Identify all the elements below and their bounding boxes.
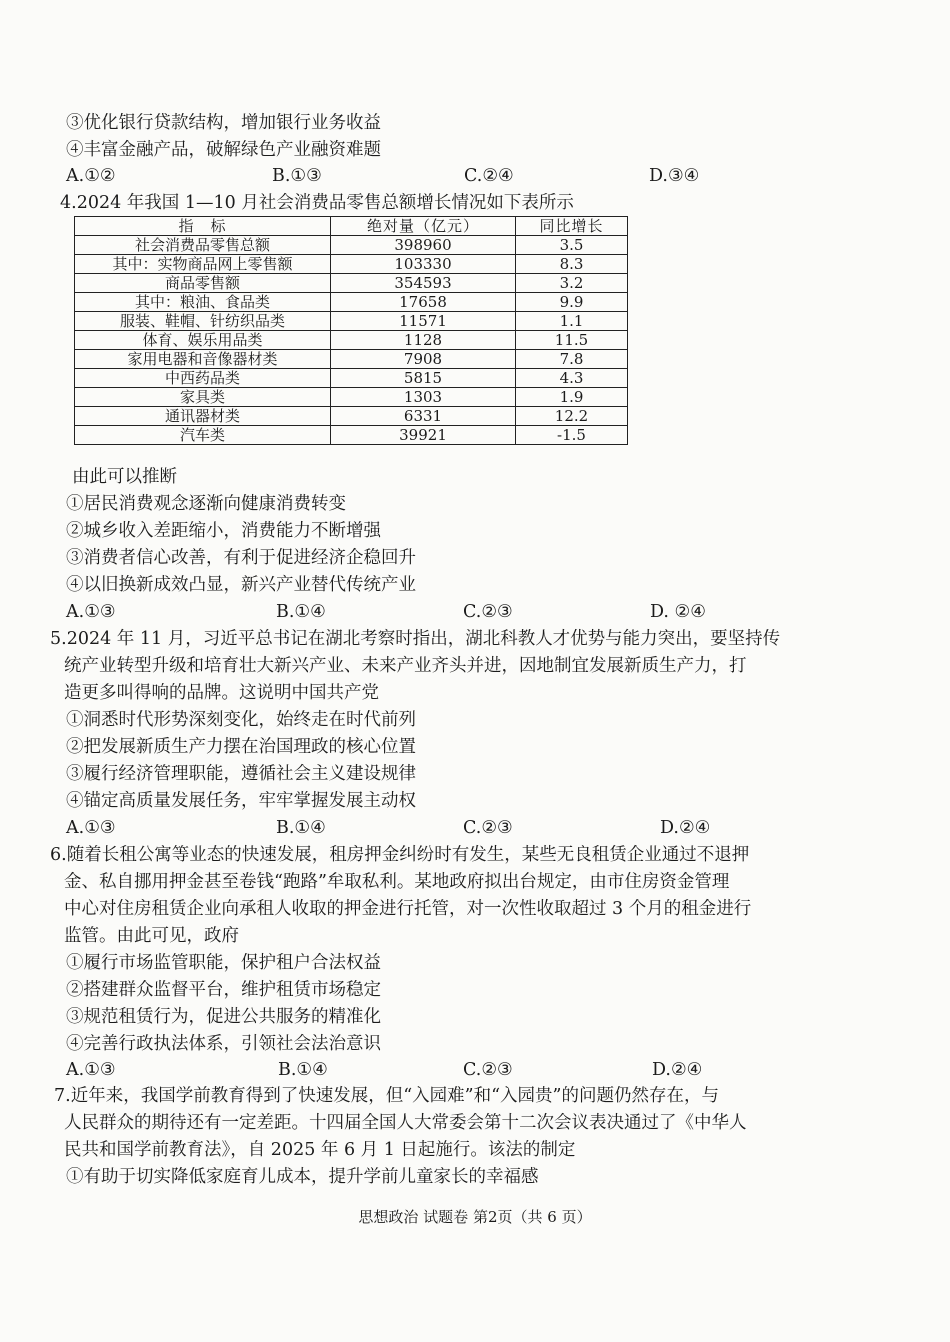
table-row xyxy=(75,350,628,369)
option-3: ③规范租赁行为，促进公共服务的精准化 xyxy=(66,1007,381,1027)
option-2: ②城乡收入差距缩小，消费能力不断增强 xyxy=(66,521,381,541)
table-cell: 服装、鞋帽、针纺织品类 xyxy=(75,312,331,331)
option-1: ①有助于切实降低家庭育儿成本，提升学前儿童家长的幸福感 xyxy=(66,1167,539,1187)
choice-c: C.②③ xyxy=(463,602,513,622)
question-5-stem: 5.2024 年 11 月，习近平总书记在湖北考察时指出，湖北科教人才优势与能力突出，要坚持传 xyxy=(50,629,781,649)
option-2: ②把发展新质生产力摆在治国理政的核心位置 xyxy=(66,737,416,757)
table-row xyxy=(75,407,628,426)
choice-d: D.②④ xyxy=(660,818,711,838)
choice-d: D.③④ xyxy=(649,166,700,186)
table-row xyxy=(75,293,628,312)
table-header: 绝对量（亿元） xyxy=(331,217,516,236)
table-cell: 家用电器和音像器材类 xyxy=(75,350,331,369)
retail-sales-table xyxy=(74,216,628,445)
answer-choices xyxy=(66,163,826,189)
question-5-stem: 统产业转型升级和培育壮大新兴产业、未来产业齐头并进，因地制宜发展新质生产力，打 xyxy=(64,656,747,676)
table-cell: 3.2 xyxy=(516,274,628,293)
page-footer: 思想政治 试题卷 第2页（共 6 页） xyxy=(358,1208,592,1226)
table-row xyxy=(75,426,628,445)
table-cell: 9.9 xyxy=(516,293,628,312)
table-cell: 汽车类 xyxy=(75,426,331,445)
choice-a: A.①③ xyxy=(66,1060,116,1080)
choice-d: D. ②④ xyxy=(650,602,706,622)
table-cell: 家具类 xyxy=(75,388,331,407)
table-header: 指 标 xyxy=(75,217,331,236)
question-6-stem: 6.随着长租公寓等业态的快速发展，租房押金纠纷时有发生，某些无良租赁企业通过不退押 xyxy=(50,845,750,865)
question-4-stem: 4.2024 年我国 1—10 月社会消费品零售总额增长情况如下表所示 xyxy=(60,193,574,213)
table-row xyxy=(75,236,628,255)
table-cell: 17658 xyxy=(331,293,516,312)
question-6-stem: 监管。由此可见，政府 xyxy=(64,926,239,946)
table-row xyxy=(75,331,628,350)
table-cell: 354593 xyxy=(331,274,516,293)
table-cell: 4.3 xyxy=(516,369,628,388)
table-row xyxy=(75,274,628,293)
table-cell: 5815 xyxy=(331,369,516,388)
table-row xyxy=(75,369,628,388)
choice-c: C.②③ xyxy=(463,818,513,838)
answer-choices xyxy=(66,815,826,841)
choice-b: B.①④ xyxy=(276,602,326,622)
table-cell: 其中：粮油、食品类 xyxy=(75,293,331,312)
answer-choices xyxy=(66,599,826,625)
choice-a: A.①② xyxy=(66,166,116,186)
choice-b: B.①④ xyxy=(276,818,326,838)
table-header: 同比增长 xyxy=(516,217,628,236)
question-7-stem: 7.近年来，我国学前教育得到了快速发展，但“入园难”和“入园贵”的问题仍然存在，与 xyxy=(54,1086,719,1106)
table-row xyxy=(75,312,628,331)
choice-c: C.②④ xyxy=(464,166,514,186)
question-6-stem: 金、私自挪用押金甚至卷钱“跑路”牟取私利。某地政府拟出台规定，由市住房资金管理 xyxy=(64,872,730,892)
choice-c: C.②③ xyxy=(463,1060,513,1080)
option-1: ①履行市场监管职能，保护租户合法权益 xyxy=(66,953,381,973)
table-cell: 12.2 xyxy=(516,407,628,426)
table-cell: 体育、娱乐用品类 xyxy=(75,331,331,350)
table-row xyxy=(75,388,628,407)
answer-choices xyxy=(66,1057,826,1083)
question-6-stem: 中心对住房租赁企业向承租人收取的押金进行托管，对一次性收取超过 3 个月的租金进行 xyxy=(64,899,752,919)
table-cell: 7.8 xyxy=(516,350,628,369)
option-4: ④以旧换新成效凸显，新兴产业替代传统产业 xyxy=(66,575,416,595)
table-cell: 11571 xyxy=(331,312,516,331)
choice-b: B.①④ xyxy=(278,1060,328,1080)
question-7-stem: 人民群众的期待还有一定差距。十四届全国人大常委会第十二次会议表决通过了《中华人 xyxy=(64,1113,747,1133)
table-cell: 1303 xyxy=(331,388,516,407)
table-cell: 中西药品类 xyxy=(75,369,331,388)
question-5-stem: 造更多叫得响的品牌。这说明中国共产党 xyxy=(64,683,379,703)
table-cell: 398960 xyxy=(331,236,516,255)
choice-d: D.②④ xyxy=(652,1060,703,1080)
table-cell: 103330 xyxy=(331,255,516,274)
table-header-row xyxy=(75,217,628,236)
table-cell: 其中：实物商品网上零售额 xyxy=(75,255,331,274)
choice-a: A.①③ xyxy=(66,602,116,622)
question-7-stem: 民共和国学前教育法》，自 2025 年 6 月 1 日起施行。该法的制定 xyxy=(64,1140,576,1160)
option-4: ④完善行政执法体系，引领社会法治意识 xyxy=(66,1034,381,1054)
table-row xyxy=(75,255,628,274)
table-cell: 11.5 xyxy=(516,331,628,350)
question-4-lead: 由此可以推断 xyxy=(72,467,177,487)
table-cell: 1.1 xyxy=(516,312,628,331)
choice-a: A.①③ xyxy=(66,818,116,838)
table-cell: 7908 xyxy=(331,350,516,369)
table-cell: 商品零售额 xyxy=(75,274,331,293)
table-cell: 1128 xyxy=(331,331,516,350)
option-3: ③履行经济管理职能，遵循社会主义建设规律 xyxy=(66,764,416,784)
choice-b: B.①③ xyxy=(272,166,322,186)
table-cell: 8.3 xyxy=(516,255,628,274)
table-cell: 39921 xyxy=(331,426,516,445)
table-cell: -1.5 xyxy=(516,426,628,445)
option-3: ③消费者信心改善，有利于促进经济企稳回升 xyxy=(66,548,416,568)
option-2: ②搭建群众监督平台，维护租赁市场稳定 xyxy=(66,980,381,1000)
option-4: ④锚定高质量发展任务，牢牢掌握发展主动权 xyxy=(66,791,416,811)
option-4: ④丰富金融产品，破解绿色产业融资难题 xyxy=(66,140,381,160)
table-cell: 3.5 xyxy=(516,236,628,255)
option-1: ①居民消费观念逐渐向健康消费转变 xyxy=(66,494,346,514)
option-3: ③优化银行贷款结构，增加银行业务收益 xyxy=(66,113,381,133)
table-cell: 6331 xyxy=(331,407,516,426)
table-cell: 1.9 xyxy=(516,388,628,407)
table-cell: 社会消费品零售总额 xyxy=(75,236,331,255)
option-1: ①洞悉时代形势深刻变化，始终走在时代前列 xyxy=(66,710,416,730)
table-cell: 通讯器材类 xyxy=(75,407,331,426)
